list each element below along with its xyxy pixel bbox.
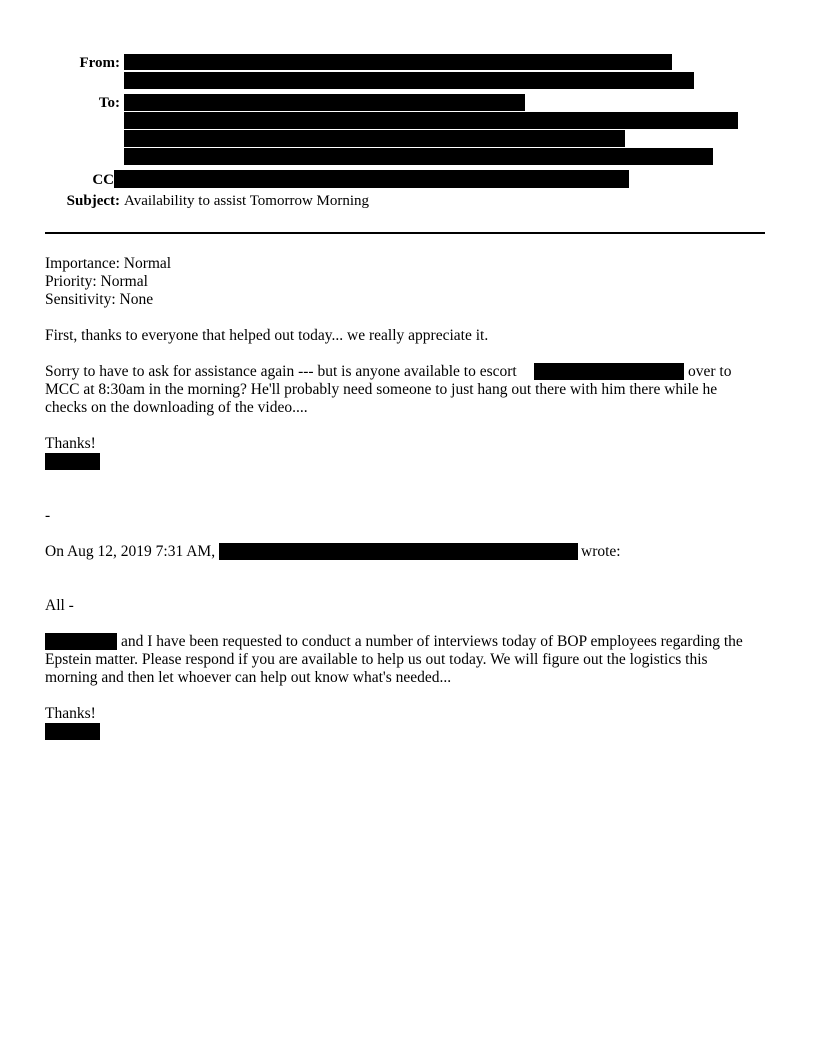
greeting: All - — [45, 597, 74, 614]
subject-value: Availability to assist Tomorrow Morning — [124, 193, 370, 209]
to-label: To: — [98, 95, 120, 111]
p3-line1: and I have been requested to conduct a number of interviews today of BOP employees regarding the — [121, 633, 743, 650]
redacted-from-line-1 — [124, 54, 672, 70]
quote-intro-start: On Aug 12, 2019 7:31 AM, — [45, 543, 216, 560]
redacted-quoted-sender — [219, 543, 578, 560]
from-label: From: — [79, 55, 120, 71]
redacted-from-line-2 — [124, 72, 694, 89]
redacted-to-line-4 — [124, 148, 713, 165]
p3-line2: Epstein matter. Please respond if you are available to help us out today. We will figure out the logistics this — [45, 651, 708, 668]
p3-line3: morning and then let whoever can help out know what's needed... — [45, 669, 452, 686]
p2-line1-end: over to — [688, 363, 732, 380]
message-metadata — [45, 255, 171, 309]
importance: Importance: Normal — [45, 255, 172, 272]
thanks-2: Thanks! — [45, 705, 96, 722]
redacted-to-line-2 — [124, 112, 738, 129]
p2-line1-start: Sorry to have to ask for assistance again --- but is anyone available to escort — [45, 363, 517, 380]
redacted-to-line-3 — [124, 130, 625, 147]
p2-line3: checks on the downloading of the video.... — [45, 399, 308, 416]
redacted-signature-1 — [45, 453, 100, 470]
redacted-cc — [114, 170, 629, 188]
body-paragraph-1 — [45, 327, 488, 345]
separator-dash: - — [45, 507, 51, 524]
redacted-escort-name — [534, 363, 684, 380]
redacted-signature-2 — [45, 723, 100, 740]
p2-line2: MCC at 8:30am in the morning? He'll probably need someone to just hang out there with him there while he — [45, 381, 718, 398]
redacted-to-line-1 — [124, 94, 525, 111]
header-divider — [45, 232, 765, 234]
priority: Priority: Normal — [45, 273, 148, 290]
redacted-colleague-name — [45, 633, 117, 650]
thanks-1: Thanks! — [45, 435, 96, 452]
sensitivity: Sensitivity: None — [45, 291, 154, 308]
body-paragraph-1-text: First, thanks to everyone that helped out today... we really appreciate it. — [45, 327, 489, 344]
subject-label: Subject: — [66, 193, 120, 209]
cc-label: CC — [92, 172, 114, 188]
quote-intro-end: wrote: — [581, 543, 621, 560]
